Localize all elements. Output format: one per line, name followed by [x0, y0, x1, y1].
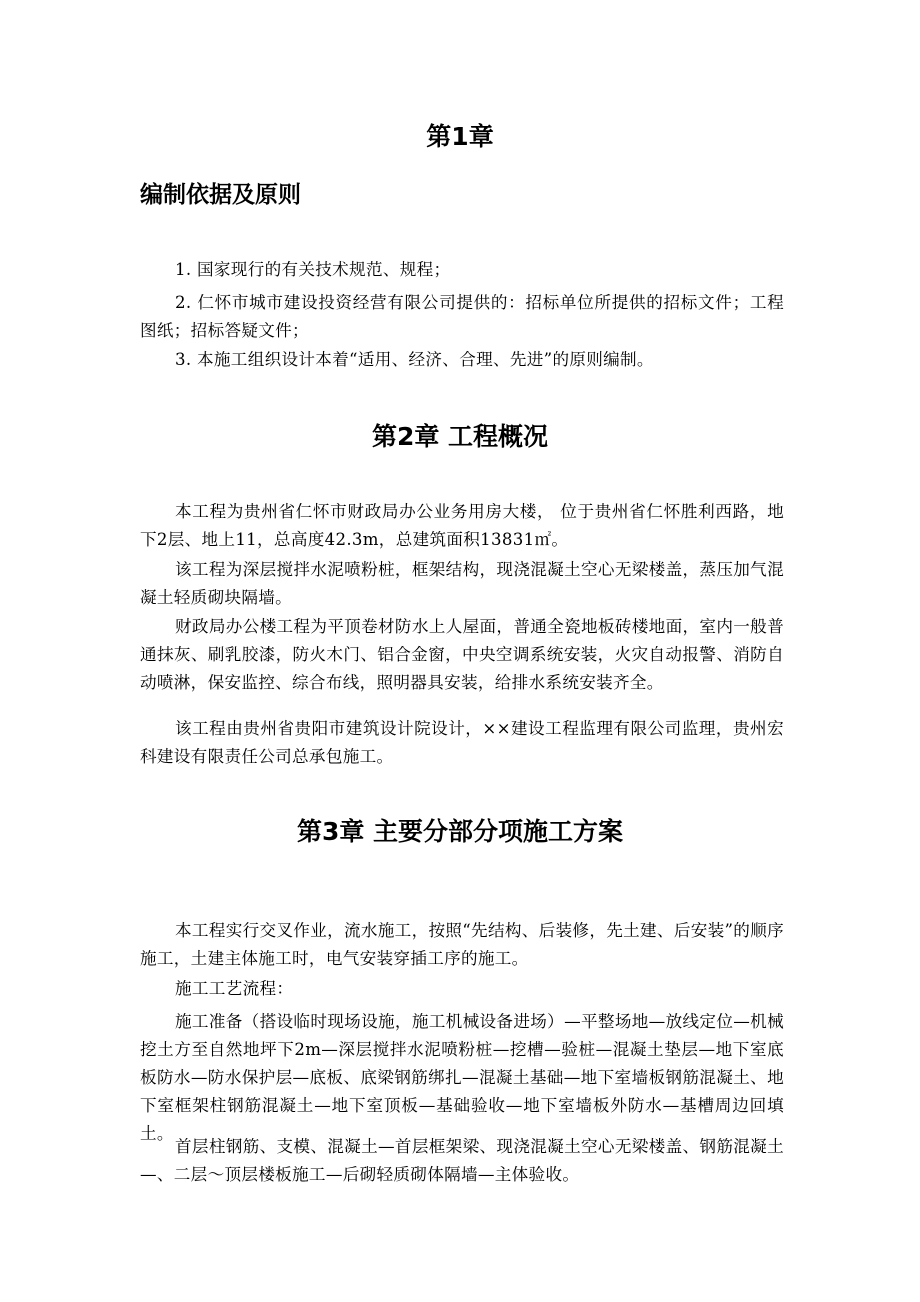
- chapter-3-paragraph: 施工工艺流程：: [175, 979, 294, 998]
- chapter-1-item-2: 2. 仁怀市城市建设投资经营有限公司提供的：招标单位所提供的招标文件；工程图纸；招标答疑文件；: [140, 293, 784, 340]
- chapter-2-paragraph: 该工程由贵州省贵阳市建筑设计院设计，××建设工程监理有限公司监理，贵州宏科建设有限责任公司总承包施工。: [140, 719, 784, 766]
- chapter-2-title: 第2章 工程概况: [371, 422, 549, 451]
- chapter-1-item-1: 1. 国家现行的有关技术规范、规程；: [175, 260, 451, 279]
- chapter-2-paragraph: 该工程为深层搅拌水泥喷粉桩，框架结构，现浇混凝土空心无梁楼盖，蒸压加气混凝土轻质砌块隔墙。: [140, 560, 784, 607]
- chapter-2-paragraph: 本工程为贵州省仁怀市财政局办公业务用房大楼， 位于贵州省仁怀胜利西路，地下2层、地上11，总高度42.3m，总建筑面积13831㎡。: [140, 502, 784, 549]
- chapter-1-subtitle: 编制依据及原则: [140, 182, 301, 208]
- chapter-3-paragraph: 首层柱钢筋、支模、混凝土—首层框架梁、现浇混凝土空心无梁楼盖、钢筋混凝土—、二层～顶层楼板施工—后砌轻质砌体隔墙—主体验收。: [140, 1137, 784, 1184]
- chapter-3-title: 第3章 主要分部分项施工方案: [296, 817, 624, 846]
- chapter-3-paragraph: 施工准备（搭设临时现场设施，施工机械设备进场）—平整场地—放线定位—机械挖土方至自然地坪下2m—深层搅拌水泥喷粉桩—挖槽—验桩—混凝土垫层—地下室底板防水—防水保护层—底板、底梁钢筋绑扎—混凝土基础—地下室墙板钢筋混凝土、地下室框架柱钢筋混凝土—地下室顶板—基础验收—地下室墙板外防水—基槽周边回填土。: [140, 1012, 784, 1143]
- chapter-3-paragraph: 本工程实行交叉作业，流水施工，按照“先结构、后装修，先土建、后安装”的顺序施工，土建主体施工时，电气安装穿插工序的施工。: [140, 921, 784, 968]
- chapter-2-paragraph: 财政局办公楼工程为平顶卷材防水上人屋面，普通全瓷地板砖楼地面，室内一般普通抹灰、刷乳胶漆，防火木门、铝合金窗，中央空调系统安装，火灾自动报警、消防自动喷淋，保安监控、综合布线，照明器具安装，给排水系统安装齐全。: [140, 617, 784, 692]
- chapter-1-title: 第1章: [426, 122, 494, 151]
- chapter-1-item-3: 3. 本施工组织设计本着“适用、经济、合理、先进”的原则编制。: [175, 350, 654, 369]
